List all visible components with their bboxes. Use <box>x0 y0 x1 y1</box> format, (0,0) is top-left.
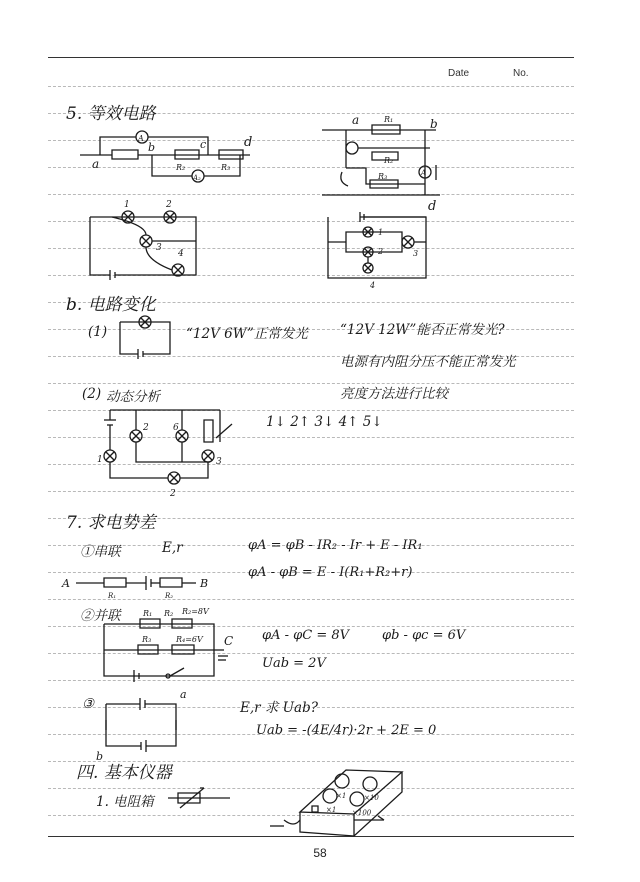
fig4-label: 3 <box>413 249 419 258</box>
item7-1-eq2: φA - φB = E - I(R₁+R₂+r) <box>248 565 413 580</box>
dyn-label: 3 <box>216 457 222 467</box>
fig1-label: d <box>244 135 253 150</box>
parallel-label: R₂=8V <box>182 607 209 616</box>
box-label: ×10 <box>364 794 379 802</box>
series-label: R₁ <box>108 592 117 600</box>
fig2-label: d <box>428 199 437 214</box>
item1-note-left: “12V 6W”正常发光 <box>186 326 308 342</box>
item7-2-eq2: φb - φc = 6V <box>382 628 466 643</box>
fig1-label: a <box>92 157 100 171</box>
fig3-label: 4 <box>178 249 184 259</box>
dyn-label: 1 <box>97 455 103 465</box>
dyn-label: 2 <box>143 423 149 433</box>
item7-1-marker: ①串联 <box>80 544 121 560</box>
fig1-label: R₂ <box>176 163 186 172</box>
item2-sequence: 1↓ 2↑ 3↓ 4↑ 5↓ <box>266 414 383 430</box>
section4-item1-marker: 1. 电阻箱 <box>96 794 154 810</box>
series-label: R₂ <box>165 592 174 600</box>
fig3-label: 3 <box>156 243 162 253</box>
section7-title: 7. 求电势差 <box>66 513 156 533</box>
item1-note-right: “12V 12W”能否正常发光? <box>340 322 505 338</box>
two-source-label: b <box>96 750 104 763</box>
fig2-label: A <box>421 169 427 177</box>
box-label: ×1 <box>336 792 347 800</box>
fig4-label: 2 <box>378 247 384 256</box>
item2-title: 动态分析 <box>106 389 160 405</box>
item1-marker: (1) <box>88 324 108 340</box>
parallel-label: R₃ <box>142 635 152 644</box>
parallel-label: C <box>224 634 234 648</box>
item7-1-eq1: φA = φB - IR₂ - Ir + E - IR₁ <box>248 538 423 553</box>
parallel-label: R₄=6V <box>176 635 203 644</box>
series-label: B <box>200 577 209 590</box>
fig2-label: R₃ <box>378 172 388 181</box>
fig1-label: c <box>200 138 207 151</box>
item2-note-right: 亮度方法进行比较 <box>340 386 448 402</box>
fig4-label: 4 <box>370 281 376 290</box>
fig1-label: A <box>138 134 144 143</box>
item7-1-source: E,r <box>162 540 183 556</box>
item7-2-marker: ②并联 <box>80 608 121 624</box>
fig1-label: A₂ <box>193 174 201 182</box>
item7-3-marker: ③ <box>82 696 95 712</box>
series-label: A <box>62 577 70 590</box>
item2-marker: (2) <box>82 386 102 402</box>
page-number: 58 <box>313 846 327 860</box>
date-label: Date <box>448 68 470 79</box>
item7-3-answer: Uab = -(4E/4r)·2r + 2E = 0 <box>256 723 437 738</box>
section4-title: 四. 基本仪器 <box>76 763 172 783</box>
fig1-label: b <box>148 141 156 154</box>
fig2-label: R₁ <box>384 115 394 124</box>
box-label: ×1 <box>326 806 337 814</box>
fig3-label: 2 <box>166 200 172 210</box>
fig2-label: a <box>352 113 360 127</box>
dyn-label: 2 <box>170 489 176 499</box>
fig1-label: R₃ <box>221 163 231 172</box>
fig3-label: 1 <box>124 200 130 210</box>
fig4-label: 1 <box>378 228 384 237</box>
fig2-label: b <box>430 117 438 131</box>
box-label: ×100 <box>352 809 372 817</box>
item7-2-eq3: Uab = 2V <box>262 656 326 671</box>
item7-3-question: E,r 求 Uab? <box>240 700 318 716</box>
parallel-label: R₂ <box>164 609 174 618</box>
item7-2-eq1: φA - φC = 8V <box>262 628 350 643</box>
no-label: No. <box>513 68 529 79</box>
dyn-label: 6 <box>173 423 179 433</box>
section5-title: 5. 等效电路 <box>66 104 156 124</box>
two-source-label: a <box>180 688 187 701</box>
fig2-label: R₂ <box>384 156 394 165</box>
parallel-label: R₁ <box>143 609 153 618</box>
item1-note-right-2: 电源有内阻分压不能正常发光 <box>340 354 516 370</box>
section6-title: b. 电路变化 <box>66 295 156 315</box>
